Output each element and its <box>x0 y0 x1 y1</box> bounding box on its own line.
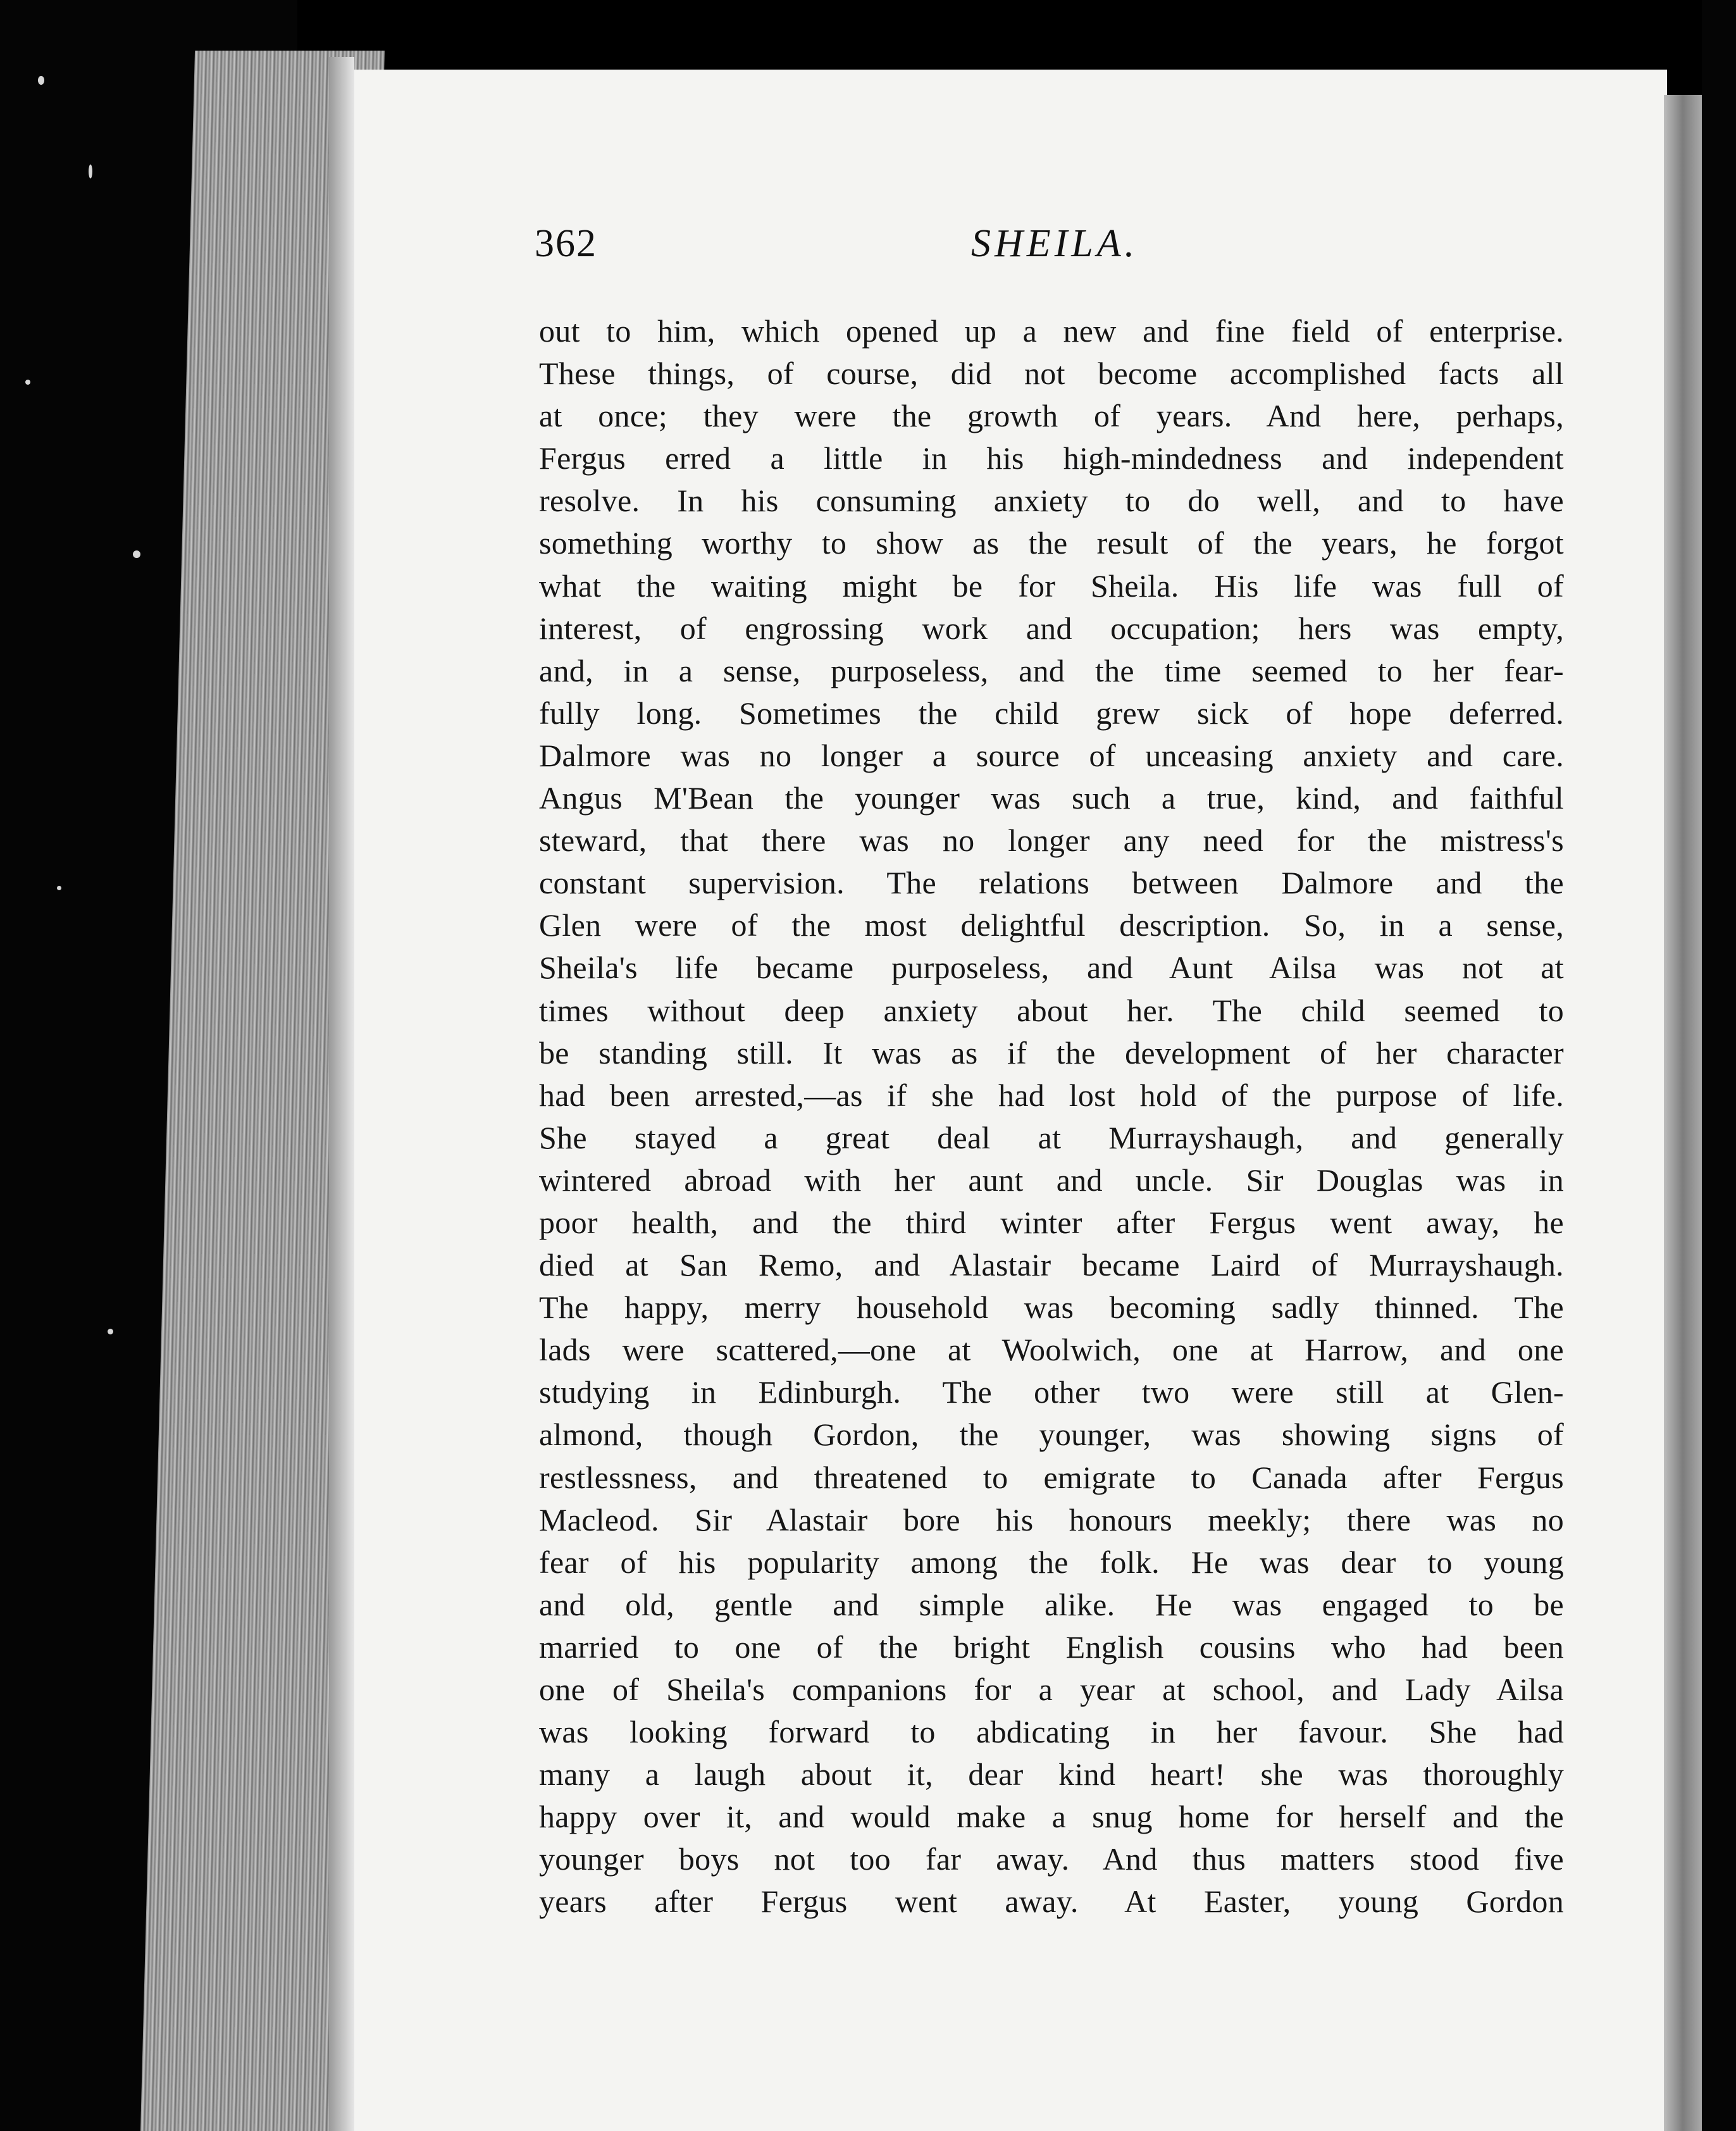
text-line: constant supervision. The relations between Dalmore and the <box>539 865 1564 901</box>
text-line: lads were scattered,—one at Woolwich, one at Harrow, and one <box>539 1332 1564 1368</box>
scan-speck <box>38 76 44 85</box>
running-head <box>535 221 1559 278</box>
text-line: fully long. Sometimes the child grew sick of hope deferred. <box>539 695 1564 731</box>
text-line: wintered abroad with her aunt and uncle. Sir Douglas was in <box>539 1162 1564 1198</box>
text-line: younger boys not too far away. And thus matters stood five <box>539 1841 1564 1877</box>
scan-speck <box>133 550 140 558</box>
text-line: steward, that there was no longer any need for the mistress's <box>539 823 1564 859</box>
text-line: studying in Edinburgh. The other two were still at Glen- <box>539 1374 1564 1410</box>
page-gutter-shadow <box>329 57 354 2131</box>
text-line: fear of his popularity among the folk. He was dear to young <box>539 1544 1564 1580</box>
text-line: be standing still. It was as if the development of her character <box>539 1034 1564 1071</box>
scan-speck <box>108 1329 113 1334</box>
text-line: Angus M'Bean the younger was such a true, kind, and faithful <box>539 780 1564 816</box>
text-line: Fergus erred a little in his high-mindedness and independent <box>539 440 1564 476</box>
scan-speck <box>89 165 92 178</box>
text-line: She stayed a great deal at Murrayshaugh, and generally <box>539 1119 1564 1155</box>
text-line: These things, of course, did not become accomplished facts all <box>539 356 1564 392</box>
text-line: was looking forward to abdicating in her favour. She had <box>539 1714 1564 1750</box>
text-line: and, in a sense, purposeless, and the time seemed to her fear- <box>539 652 1564 688</box>
text-line: had been arrested,—as if she had lost hold of the purpose of life. <box>539 1077 1564 1113</box>
right-page-edge <box>1664 95 1702 2131</box>
text-line: poor health, and the third winter after Fergus went away, he <box>539 1204 1564 1240</box>
page-number: 362 <box>535 222 597 265</box>
text-line: resolve. In his consuming anxiety to do well, and to have <box>539 483 1564 519</box>
text-line: Sheila's life became purposeless, and Aunt Ailsa was not at <box>539 950 1564 986</box>
scan-background-right <box>1702 0 1736 2131</box>
text-line: died at San Remo, and Alastair became Laird of Murrayshaugh. <box>539 1247 1564 1283</box>
text-line: Glen were of the most delightful description. So, in a sense, <box>539 907 1564 943</box>
text-line: Macleod. Sir Alastair bore his honours meekly; there was no <box>539 1501 1564 1538</box>
text-line: at once; they were the growth of years. And here, perhaps, <box>539 398 1564 434</box>
text-line: many a laugh about it, dear kind heart! she was thoroughly <box>539 1756 1564 1792</box>
text-line: interest, of engrossing work and occupation; hers was empty, <box>539 610 1564 646</box>
text-line: happy over it, and would make a snug home for herself and the <box>539 1799 1564 1835</box>
scan-speck <box>25 380 30 385</box>
body-text <box>539 310 1564 1923</box>
text-line: and old, gentle and simple alike. He was engaged to be <box>539 1586 1564 1622</box>
text-line: almond, though Gordon, the younger, was showing signs of <box>539 1417 1564 1453</box>
scan-speck <box>57 886 61 890</box>
text-line: The happy, merry household was becoming sadly thinned. The <box>539 1289 1564 1326</box>
text-line: Dalmore was no longer a source of unceasing anxiety and care. <box>539 737 1564 773</box>
running-title: SHEILA. <box>971 222 1139 265</box>
text-line: something worthy to show as the result of the years, he forgot <box>539 525 1564 561</box>
text-line: years after Fergus went away. At Easter, young Gordon <box>539 1884 1564 1920</box>
text-line: out to him, which opened up a new and fine field of enterprise. <box>539 313 1564 349</box>
text-line: married to one of the bright English cousins who had been <box>539 1629 1564 1665</box>
text-line: one of Sheila's companions for a year at school, and Lady Ailsa <box>539 1672 1564 1707</box>
text-line: restlessness, and threatened to emigrate to Canada after Fergus <box>539 1459 1564 1495</box>
text-line: times without deep anxiety about her. The child seemed to <box>539 992 1564 1028</box>
text-line: what the waiting might be for Sheila. His life was full of <box>539 568 1564 604</box>
